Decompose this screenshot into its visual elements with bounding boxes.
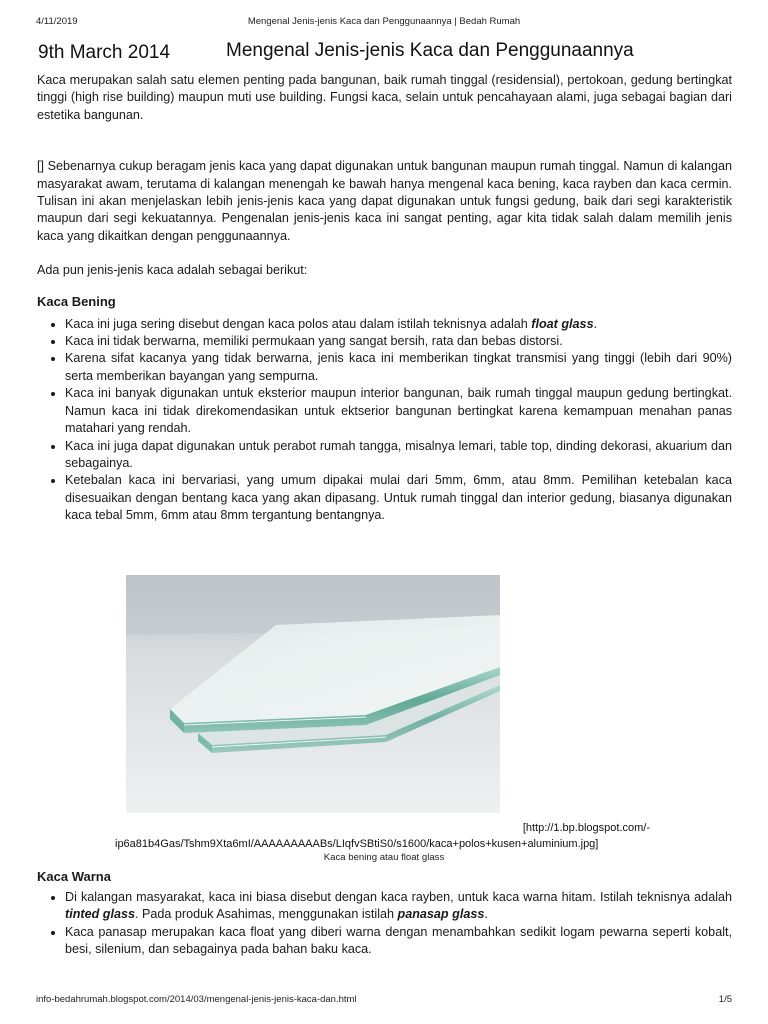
- list-item: • Karena sifat kacanya yang tidak berwarna, jenis kaca ini memberikan tingkat transmisi yang tinggi (lebih dari 90%) serta memberikan bayangan yang sempurna.: [65, 350, 732, 385]
- term-tinted-glass: tinted glass: [65, 907, 135, 922]
- list-item: • Ketebalan kaca ini bervariasi, yang umum dipakai mulai dari 5mm, 6mm, atau 8mm. Pemilihan ketebalan kaca disesuaikan dengan bentang kaca yang akan dipasang. Untuk rumah tinggal dan interior gedung, biasanya digunakan kaca tebal 5mm, 6mm atau 8mm tergantung bentangnya.: [65, 472, 732, 524]
- print-date: 4/11/2019: [36, 16, 78, 27]
- term-float-glass: float glass: [531, 316, 594, 331]
- list-item-text: Kaca ini juga sering disebut dengan kaca polos atau dalam istilah teknisnya adalah: [65, 316, 532, 331]
- list-item: [65, 316, 732, 333]
- print-header: [36, 16, 732, 30]
- list-item: • Kaca panasap merupakan kaca float yang diberi warna dengan menambahkan sedikit logam pewarna seperti kobalt, besi, silenium, dan sebagainya pada bahan baku kaca.: [65, 924, 732, 959]
- post-title: Mengenal Jenis-jenis Kaca dan Penggunaannya: [226, 40, 634, 61]
- post-date: 9th March 2014: [38, 42, 171, 63]
- print-url: info-bedahrumah.blogspot.com/2014/03/mengenal-jenis-jenis-kaca-dan.html: [36, 994, 357, 1005]
- image-source-link[interactable]: [38, 820, 732, 852]
- image-caption: Kaca bening atau float glass: [323, 852, 445, 863]
- list-item-text: . Pada produk Asahimas, menggunakan istilah: [134, 907, 398, 922]
- kaca-warna-list: [37, 889, 732, 959]
- list-item: • Kaca ini tidak berwarna, memiliki permukaan yang sangat bersih, rata dan bebas distorsi.: [65, 333, 732, 350]
- intro-paragraph: Kaca merupakan salah satu elemen penting pada bangunan, baik rumah tinggal (residensial), pertokoan, gedung bertingkat tinggi (high rise building) maupun muti use building. Fungsi kaca, selain untuk pencahayaan alami, juga sebagai bagian dari estetika bangunan.: [37, 73, 732, 122]
- section-heading-kaca-warna: Kaca Warna: [37, 869, 111, 884]
- term-panasap-glass: panasap glass: [397, 907, 485, 922]
- lead-paragraph: Ada pun jenis-jenis kaca adalah sebagai berikut:: [37, 263, 308, 278]
- kaca-bening-list: [37, 316, 732, 525]
- image-source-link-line2[interactable]: ip6a81b4Gas/Tshm9Xta6mI/AAAAAAAAABs/LIqfvSBtiS0/s1600/kaca+polos+kusen+aluminium.jpg]: [115, 838, 599, 850]
- float-glass-photo[interactable]: [126, 575, 500, 813]
- section-heading-kaca-bening: Kaca Bening: [37, 293, 116, 309]
- list-item-text: .: [593, 316, 598, 331]
- post-body: [37, 72, 732, 525]
- page-number: 1/5: [718, 994, 732, 1005]
- image-source-link-line1[interactable]: [http://1.bp.blogspot.com/-: [522, 822, 650, 834]
- list-item: [65, 889, 732, 924]
- list-item-text: Di kalangan masyarakat, kaca ini biasa disebut dengan kaca rayben, untuk kaca warna hitam. Istilah teknisnya adalah: [65, 890, 732, 904]
- list-item: • Kaca ini banyak digunakan untuk eksterior maupun interior bangunan, baik rumah tinggal maupun gedung bertingkat. Namun kaca ini tidak direkomendasikan untuk ektserior bangunan bertingkat karena kemampuan menahan panas matahari yang rendah.: [65, 385, 732, 437]
- body-paragraph: [] Sebenarnya cukup beragam jenis kaca yang dapat digunakan untuk bangunan maupun rumah tinggal. Namun di kalangan masyarakat awam, terutama di kalangan menengah ke bawah hanya mengenal kaca bening, kaca rayben dan kaca cermin. Tulisan ini akan menjelaskan lebih jenis-jenis kaca yang dapat digunakan untuk fungsi gedung, baik dari segi karakteristik maupun dari segi kekuatannya. Pengenalan jenis-jenis kaca ini sangat penting, agar kita tidak salah dalam memilih jenis kaca yang dikaitkan dengan penggunaannya.: [37, 159, 732, 243]
- list-item: • Kaca ini juga dapat digunakan untuk perabot rumah tangga, misalnya lemari, table top, dinding dekorasi, akuarium dan sebagainya.: [65, 438, 732, 473]
- print-page-title: Mengenal Jenis-jenis Kaca dan Penggunaannya | Bedah Rumah: [247, 16, 521, 27]
- glass-sheet-illustration: [126, 575, 500, 813]
- list-item-text: .: [484, 907, 488, 922]
- section-kaca-warna: [37, 868, 732, 959]
